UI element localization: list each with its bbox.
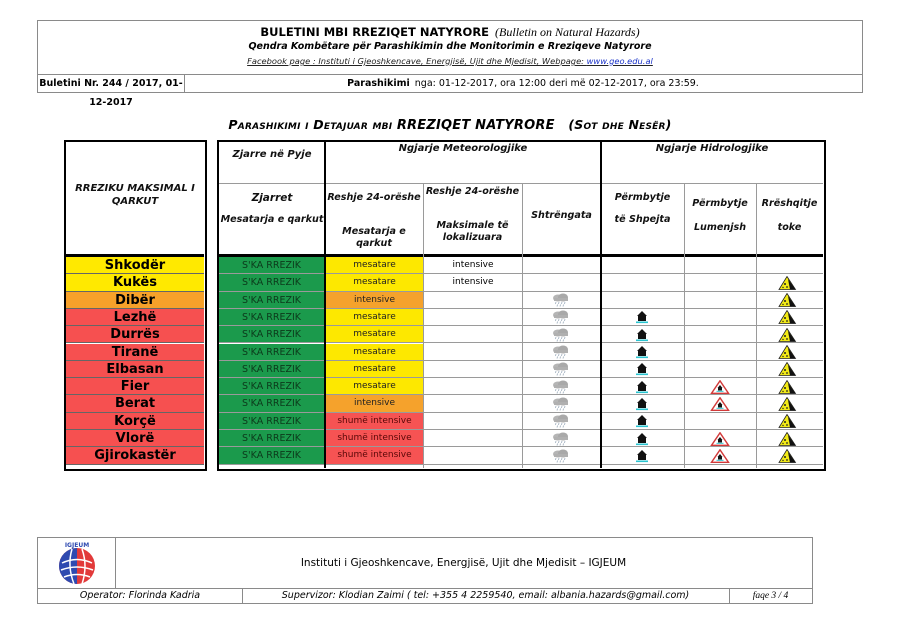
rain-avg-cell: mesatare xyxy=(326,309,423,326)
landslide-warning-icon xyxy=(778,432,800,446)
rain-max-cell xyxy=(424,378,522,395)
title-english: (Bulletin on Natural Hazards) xyxy=(495,25,640,39)
rain-avg-cell: shumë intensive xyxy=(326,447,423,464)
bulletin-subtitle: Qendra Kombëtare për Parashikimin dhe Monitorimin e Rreziqeve Natyrore xyxy=(248,41,652,52)
storm-cloud-icon xyxy=(550,310,572,324)
hazard-table xyxy=(217,140,826,471)
fire-risk-cell: S'KA RREZIK xyxy=(219,274,324,291)
rain-avg-cell: shumë intensive xyxy=(326,430,423,447)
section-title-part3: (Sot dhe Nesër) xyxy=(568,117,672,132)
fire-risk-cell: S'KA RREZIK xyxy=(219,430,324,447)
section-title-part1: Parashikimi i Detajuar mbi xyxy=(228,117,397,132)
bulletin-number: Buletini Nr. 244 / 2017, 01-12-2017 xyxy=(38,74,185,93)
operator-name: Operator: Florinda Kadria xyxy=(38,588,243,604)
storm-cloud-icon xyxy=(550,449,572,463)
rain-avg-cell: mesatare xyxy=(326,326,423,343)
region-name: Kukës xyxy=(66,274,204,291)
group-meteo: Ngjarje Meteorologjike xyxy=(398,143,528,154)
fire-risk-cell: S'KA RREZIK xyxy=(219,447,324,464)
rain-avg-cell: intensive xyxy=(326,395,423,412)
storm-cell xyxy=(523,274,600,291)
flash-flood-cell xyxy=(602,257,684,274)
col-rain-avg-title: Reshje 24-orëshe xyxy=(327,192,421,203)
forecast-period xyxy=(184,74,862,93)
rain-avg-cell: mesatare xyxy=(326,274,423,291)
storm-cloud-icon xyxy=(550,345,572,359)
storm-cloud-icon xyxy=(550,397,572,411)
region-name: Vlorë xyxy=(66,430,204,447)
fire-risk-cell: S'KA RREZIK xyxy=(219,395,324,412)
storm-cloud-icon xyxy=(550,328,572,342)
rain-max-cell xyxy=(424,361,522,378)
rain-avg-cell: mesatare xyxy=(326,378,423,395)
flooded-house-icon xyxy=(631,310,653,324)
flooded-house-icon xyxy=(631,449,653,463)
rain-avg-cell: intensive xyxy=(326,292,423,309)
river-flood-cell xyxy=(685,257,756,274)
col-flash-flood-title: Përmbytje xyxy=(614,192,671,203)
logo-cell xyxy=(38,538,116,589)
col-rain-max-title: Reshje 24-orëshe xyxy=(425,186,520,197)
rain-max-cell xyxy=(424,413,522,430)
flooded-house-icon xyxy=(631,345,653,359)
group-fire: Zjarre në Pyje xyxy=(232,149,312,160)
landslide-warning-icon xyxy=(778,362,800,376)
river-flood-cell xyxy=(685,361,756,378)
flooded-house-icon xyxy=(631,432,653,446)
landslide-warning-icon xyxy=(778,414,800,428)
max-risk-header: RREZIKU MAKSIMAL I QARKUT xyxy=(75,183,195,207)
title-text: BULETINI MBI RREZIQET NATYRORE xyxy=(260,25,490,39)
facebook-text: Facebook page : Instituti i Gjeoshkencave, Energjisë, Ujit dhe Mjedisit, Webpage: xyxy=(247,56,587,66)
region-name: Gjirokastër xyxy=(66,447,204,464)
region-name: Elbasan xyxy=(66,361,204,378)
group-hydro: Ngjarje Hidrologjike xyxy=(655,143,769,154)
fire-risk-cell: S'KA RREZIK xyxy=(219,413,324,430)
landslide-warning-icon xyxy=(778,449,800,463)
river-flood-cell xyxy=(685,292,756,309)
rain-max-cell xyxy=(424,326,522,343)
page-number: faqe 3 / 4 xyxy=(752,591,789,601)
flooded-house-icon xyxy=(631,362,653,376)
col-rain-max-sub: Maksimale të lokalizuara xyxy=(436,220,509,243)
region-name: Berat xyxy=(66,395,204,412)
col-river-flood-sub: Lumenjsh xyxy=(693,222,747,233)
fire-risk-cell: S'KA RREZIK xyxy=(219,309,324,326)
storm-cloud-icon xyxy=(550,414,572,428)
flash-flood-cell xyxy=(602,274,684,291)
fire-risk-cell: S'KA RREZIK xyxy=(219,361,324,378)
flash-flood-cell xyxy=(602,292,684,309)
rain-max-cell xyxy=(424,430,522,447)
storm-cloud-icon xyxy=(550,432,572,446)
storm-cloud-icon xyxy=(550,293,572,307)
river-flood-cell xyxy=(685,309,756,326)
flooded-house-icon xyxy=(631,414,653,428)
fire-risk-cell: S'KA RREZIK xyxy=(219,292,324,309)
landslide-warning-icon xyxy=(778,397,800,411)
rain-avg-cell: mesatare xyxy=(326,257,423,274)
col-fire-sub: Mesatarja e qarkut xyxy=(220,214,324,225)
rain-max-cell: intensive xyxy=(424,257,522,274)
rain-max-cell xyxy=(424,395,522,412)
col-rain-avg-sub: Mesatarja e qarkut xyxy=(342,226,406,249)
col-storm: Shtrëngata xyxy=(531,210,592,221)
rain-avg-cell: mesatare xyxy=(326,344,423,361)
river-flood-cell xyxy=(685,326,756,343)
rain-avg-cell: shumë intensive xyxy=(326,413,423,430)
col-landslide-sub: toke xyxy=(777,222,802,233)
fire-risk-cell: S'KA RREZIK xyxy=(219,344,324,361)
forecast-dates: nga: 01-12-2017, ora 12:00 deri më 02-12-2017, ora 23:59. xyxy=(414,78,699,89)
svg-text:IGJEUM: IGJEUM xyxy=(64,542,90,549)
rain-avg-cell: mesatare xyxy=(326,361,423,378)
landslide-warning-icon xyxy=(778,293,800,307)
fire-risk-cell: S'KA RREZIK xyxy=(219,378,324,395)
region-name: Shkodër xyxy=(66,257,204,274)
region-name: Lezhë xyxy=(66,309,204,326)
region-name: Fier xyxy=(66,378,204,395)
section-title xyxy=(0,117,900,133)
river-flood-warning-icon xyxy=(709,380,731,394)
header-title-block xyxy=(38,21,862,75)
region-name: Durrës xyxy=(66,326,204,343)
river-flood-cell xyxy=(685,274,756,291)
storm-cell xyxy=(523,257,600,274)
landslide-warning-icon xyxy=(778,276,800,290)
facebook-line xyxy=(38,56,862,66)
col-flash-flood-sub: të Shpejta xyxy=(614,214,671,225)
forecast-label: Parashikimi xyxy=(347,78,410,89)
landslide-warning-icon xyxy=(778,310,800,324)
river-flood-warning-icon xyxy=(709,397,731,411)
flooded-house-icon xyxy=(631,328,653,342)
rain-max-cell xyxy=(424,292,522,309)
institute-name: Instituti i Gjeoshkencave, Energjisë, Ujit dhe Mjedisit – IGJEUM xyxy=(115,538,812,589)
bulletin-header xyxy=(37,20,863,108)
landslide-cell xyxy=(757,257,823,274)
storm-cloud-icon xyxy=(550,362,572,376)
river-flood-warning-icon xyxy=(709,432,731,446)
rain-max-cell xyxy=(424,344,522,361)
rain-max-cell xyxy=(424,309,522,326)
igjeum-logo-icon xyxy=(52,541,102,586)
header-info-row xyxy=(38,74,862,108)
region-name: Korçë xyxy=(66,413,204,430)
flooded-house-icon xyxy=(631,380,653,394)
region-name: Tiranë xyxy=(66,344,204,361)
col-fire-title: Zjarret xyxy=(251,192,293,204)
supervisor-contact: Supervizor: Klodian Zaimi ( tel: +355 4 2259540, email: albania.hazards@gmail.com) xyxy=(242,588,730,604)
rain-max-cell: intensive xyxy=(424,274,522,291)
landslide-warning-icon xyxy=(778,328,800,342)
landslide-warning-icon xyxy=(778,345,800,359)
col-river-flood-title: Përmbytje xyxy=(692,198,748,209)
river-flood-cell xyxy=(685,413,756,430)
storm-cloud-icon xyxy=(550,380,572,394)
river-flood-warning-icon xyxy=(709,449,731,463)
landslide-warning-icon xyxy=(778,380,800,394)
region-column xyxy=(64,140,207,471)
flooded-house-icon xyxy=(631,397,653,411)
grid xyxy=(219,183,823,184)
region-name: Dibër xyxy=(66,292,204,309)
col-landslide-title: Rrëshqitje xyxy=(761,198,818,209)
webpage-link[interactable]: www.geo.edu.al xyxy=(586,56,653,66)
section-title-part2: RREZIQET NATYRORE xyxy=(396,118,555,133)
bulletin-title xyxy=(38,25,862,40)
bulletin-footer xyxy=(37,537,813,604)
fire-risk-cell: S'KA RREZIK xyxy=(219,257,324,274)
rain-max-cell xyxy=(424,447,522,464)
fire-risk-cell: S'KA RREZIK xyxy=(219,326,324,343)
river-flood-cell xyxy=(685,344,756,361)
